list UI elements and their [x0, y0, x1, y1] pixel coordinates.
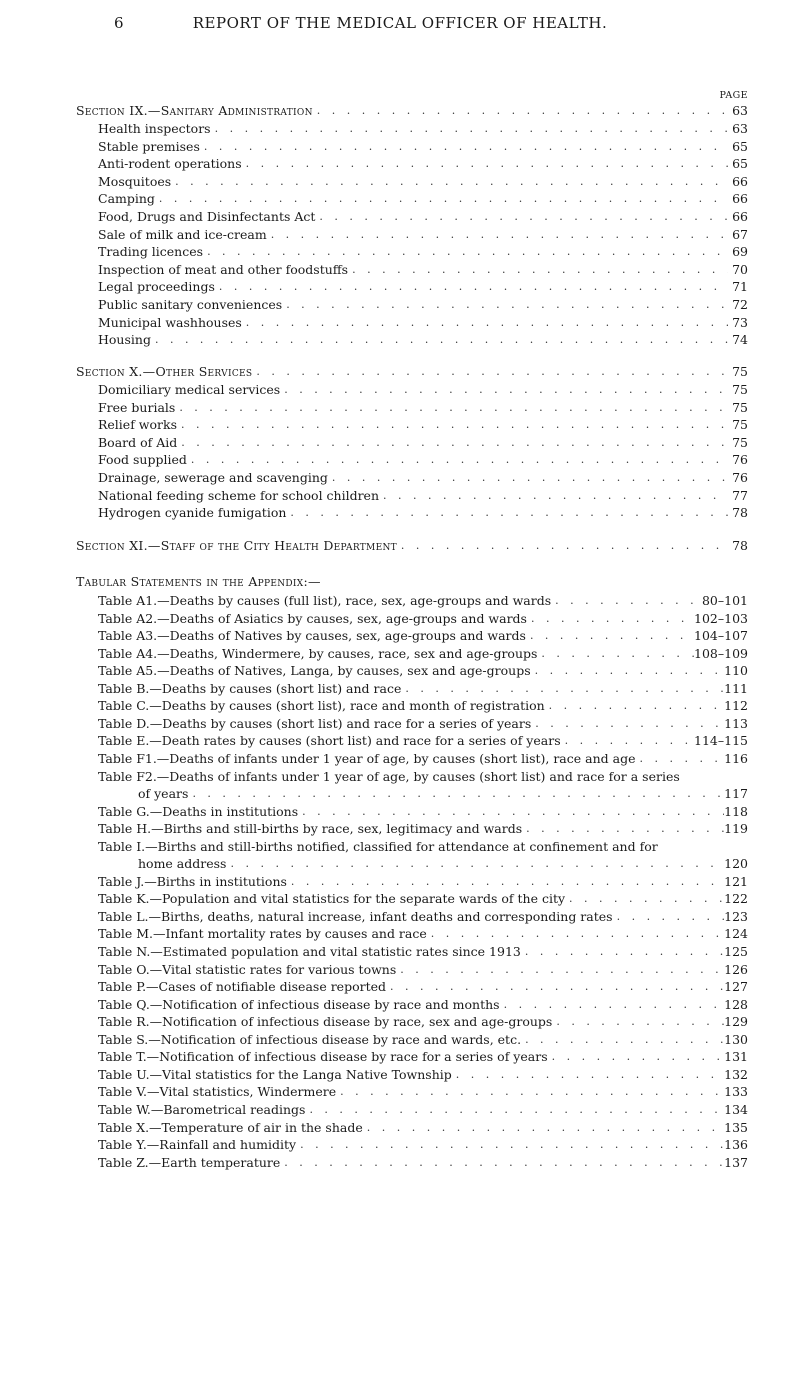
dot-leader	[527, 611, 694, 627]
toc-entry	[76, 381, 748, 398]
table-entry-page: 116	[724, 750, 748, 766]
toc-entry-page: 75	[732, 382, 748, 397]
toc-entry-label: Drainage, sewerage and scavenging	[98, 470, 328, 485]
table-entry-label: Table A5.—Deaths of Natives, Langa, by causes, sex and age-groups	[98, 663, 531, 679]
table-entry-page: 120	[724, 856, 748, 872]
table-entry-label: Table A1.—Deaths by causes (full list), race, sex, age-groups and wards	[98, 593, 552, 608]
toc-entry-page: 66	[732, 173, 748, 189]
toc-entry-label: Free burials	[98, 399, 176, 415]
toc-entry-label: Inspection of meat and other foodstuffs	[98, 261, 349, 277]
toc-entry-page: 76	[732, 470, 748, 485]
table-entry-page: 136	[724, 1137, 748, 1153]
toc-entry	[76, 331, 748, 348]
table-entry-label: Table E.—Death rates by causes (short list) and race for a series of years	[98, 733, 561, 749]
table-entry	[76, 996, 748, 1013]
toc-entry	[76, 434, 748, 451]
dot-leader	[521, 944, 724, 960]
table-entry-label: Table A3.—Deaths of Natives by causes, sex, age-groups and wards	[98, 628, 526, 644]
table-entry-label: Table Z.—Earth temperature	[98, 1154, 281, 1170]
dot-leader	[545, 698, 724, 714]
table-entry-label: Table Q.—Notification of infectious disease by race and months	[98, 996, 500, 1012]
dot-leader	[305, 1102, 724, 1118]
dot-leader	[531, 716, 724, 732]
dot-leader	[401, 681, 724, 697]
toc-entry-label: Stable premises	[98, 138, 200, 154]
toc-entry-page: 67	[732, 226, 748, 242]
table-entry	[76, 1048, 748, 1065]
table-entry	[76, 855, 748, 872]
table-entry-label: Table S.—Notification of infectious disease by race and wards, etc.	[98, 1031, 522, 1047]
table-entry-page: 135	[724, 1119, 748, 1135]
table-entry-page: 113	[724, 715, 748, 731]
table-entry-label: Table F1.—Deaths of infants under 1 year of age, by causes (short list), race and age	[98, 750, 636, 766]
dot-leader	[280, 382, 728, 398]
section-ix-heading-label: Section IX.—Sanitary Administration	[76, 103, 313, 118]
table-entry-page: 137	[724, 1154, 748, 1170]
dot-leader	[282, 297, 728, 313]
section-x-heading-page: 75	[732, 364, 748, 379]
toc-entry-label: Camping	[98, 191, 155, 207]
toc-entry	[76, 208, 748, 225]
table-entry	[76, 732, 748, 749]
table-entry	[76, 890, 748, 907]
toc-entry-page: 75	[732, 417, 748, 433]
dot-leader	[188, 786, 724, 802]
table-entry	[76, 925, 748, 942]
table-entry-label: Table L.—Births, deaths, natural increase, infant deaths and corresponding rates	[98, 908, 613, 924]
table-entry	[76, 820, 748, 837]
table-entry-label: Table G.—Deaths in institutions	[98, 803, 299, 819]
table-entry-label: Table W.—Barometrical readings	[98, 1101, 306, 1117]
dot-leader	[336, 1084, 724, 1100]
toc-entry-page: 75	[732, 434, 748, 450]
toc-entry	[76, 416, 748, 433]
toc-entry-label: Trading licences	[98, 244, 204, 260]
dot-leader	[551, 593, 702, 609]
table-entry	[76, 838, 748, 855]
dot-leader	[521, 1032, 724, 1048]
dot-leader	[252, 364, 728, 380]
dot-leader	[280, 1155, 724, 1171]
toc-entry	[76, 138, 748, 155]
section-xi-heading-page: 78	[732, 538, 748, 553]
toc-entry-label: National feeding scheme for school children	[98, 487, 380, 503]
dot-leader	[200, 139, 728, 155]
toc-entry	[76, 469, 748, 486]
table-entry-page: 110	[724, 663, 748, 679]
table-entry-label: Table Y.—Rainfall and humidity	[98, 1137, 297, 1153]
dot-leader	[561, 733, 694, 749]
dot-leader	[151, 332, 728, 348]
toc-entry-page: 66	[732, 191, 748, 207]
toc-entry	[76, 190, 748, 207]
table-entry-label: Table U.—Vital statistics for the Langa Native Township	[98, 1066, 452, 1082]
dot-leader	[396, 962, 724, 978]
toc-entry-label: Public sanitary conveniences	[98, 297, 283, 312]
dot-leader	[242, 315, 728, 331]
toc-entry-label: Health inspectors	[98, 121, 211, 136]
table-entry	[76, 1119, 748, 1136]
table-entry-page: 118	[724, 803, 748, 819]
table-entry	[76, 697, 748, 714]
table-entry-page: 80–101	[701, 593, 748, 608]
table-entry-label: Table K.—Population and vital statistics for the separate wards of the city	[98, 891, 566, 907]
toc-entry	[76, 243, 748, 260]
dot-leader	[328, 470, 728, 486]
table-entry	[76, 908, 748, 925]
dot-leader	[531, 663, 725, 679]
dot-leader	[298, 804, 724, 820]
table-entry-page: 119	[724, 821, 748, 837]
table-entry	[76, 1154, 748, 1171]
table-entry-label: Table R.—Notification of infectious disease by race, sex and age-groups	[98, 1014, 553, 1030]
toc-entry	[76, 155, 748, 172]
table-entry	[76, 803, 748, 820]
table-entry-page: 131	[724, 1049, 748, 1065]
table-entry-label: Table V.—Vital statistics, Windermere	[98, 1084, 337, 1100]
toc-entry-page: 77	[732, 487, 748, 503]
toc-entry	[76, 261, 748, 278]
dot-leader	[155, 191, 728, 207]
table-entry-page: 117	[724, 786, 748, 802]
toc-entry-label: Anti-rodent operations	[98, 156, 242, 172]
table-entry-page: 122	[724, 891, 748, 907]
toc-entry-page: 74	[732, 332, 748, 348]
table-entry	[76, 768, 748, 785]
section-xi-heading-label: Section XI.—Staff of the City Health Department	[76, 538, 397, 553]
table-entry-page: 134	[724, 1101, 748, 1117]
dot-leader	[175, 400, 728, 416]
table-entry-page: 121	[724, 873, 748, 889]
table-entry-page: 125	[724, 944, 748, 959]
toc-entry-label: Housing	[98, 332, 151, 348]
table-entry	[76, 592, 748, 609]
toc-entry-page: 73	[732, 314, 748, 330]
dot-leader	[177, 435, 728, 451]
toc-entry-label: Relief works	[98, 417, 177, 433]
toc-entry-label: Food, Drugs and Disinfectants Act	[98, 209, 316, 224]
dot-leader	[287, 874, 724, 890]
toc-entry-page: 76	[732, 452, 748, 468]
dot-leader	[613, 909, 725, 925]
table-entry-page: 127	[724, 979, 748, 995]
table-entry-page: 102–103	[694, 610, 748, 626]
toc-entry-label: Board of Aid	[98, 434, 178, 450]
dot-leader	[267, 227, 728, 243]
dot-leader	[296, 1137, 724, 1153]
dot-leader	[187, 452, 728, 468]
section-ix-heading	[76, 102, 748, 119]
dot-leader	[226, 856, 724, 872]
page-header	[0, 14, 800, 38]
dot-leader	[522, 821, 724, 837]
toc-entry	[76, 278, 748, 295]
table-entry	[76, 1083, 748, 1100]
section-xi-heading	[76, 537, 748, 554]
dot-leader	[315, 209, 728, 225]
toc-entry-page: 72	[732, 297, 748, 312]
table-entry-label: home address	[138, 856, 227, 872]
toc-entry	[76, 451, 748, 468]
dot-leader	[348, 262, 728, 278]
dot-leader	[500, 997, 725, 1013]
table-entry-page: 111	[724, 680, 748, 696]
table-entry	[76, 1066, 748, 1083]
toc-entry-page: 65	[732, 138, 748, 154]
toc-entry-page: 65	[732, 156, 748, 172]
toc-entry-page: 71	[732, 279, 748, 295]
tabular-heading	[76, 573, 748, 590]
dot-leader	[635, 751, 724, 767]
table-entry	[76, 645, 748, 662]
tabular-heading-label: Tabular Statements in the Appendix:—	[76, 574, 321, 589]
toc-entry-page: 63	[732, 121, 748, 136]
dot-leader	[452, 1067, 724, 1083]
page-number: 6	[114, 14, 124, 32]
table-entry-label: Table P.—Cases of notifiable disease reported	[98, 979, 386, 995]
dot-leader	[565, 891, 724, 907]
page-column-label: PAGE	[719, 90, 748, 101]
table-entry	[76, 1031, 748, 1048]
table-entry	[76, 680, 748, 697]
table-entry	[76, 785, 748, 802]
table-entry	[76, 943, 748, 960]
dot-leader	[286, 505, 728, 521]
table-entry-label: Table C.—Deaths by causes (short list), race and month of registration	[98, 698, 545, 714]
toc-entry-page: 78	[732, 505, 748, 521]
toc-entry	[76, 120, 748, 137]
toc-entry	[76, 226, 748, 243]
toc-entry-page: 75	[732, 399, 748, 415]
table-entry-label: Table B.—Deaths by causes (short list) and race	[98, 680, 402, 696]
toc-entry-label: Domiciliary medical services	[98, 382, 281, 397]
table-entry	[76, 610, 748, 627]
table-entry	[76, 715, 748, 732]
dot-leader	[363, 1120, 724, 1136]
table-entry-page: 130	[724, 1031, 748, 1047]
table-entry-label: Table T.—Notification of infectious disease by race for a series of years	[98, 1049, 548, 1065]
toc-entry	[76, 399, 748, 416]
table-entry	[76, 1101, 748, 1118]
dot-leader	[203, 244, 728, 260]
dot-leader	[526, 628, 694, 644]
toc-entry-page: 70	[732, 261, 748, 277]
table-entry-page: 129	[724, 1014, 748, 1030]
running-title: REPORT OF THE MEDICAL OFFICER OF HEALTH.	[192, 14, 608, 32]
table-entry-label: Table N.—Estimated population and vital statistic rates since 1913	[98, 944, 521, 959]
dot-leader	[379, 488, 728, 504]
toc-entry-page: 66	[732, 209, 748, 224]
table-entry-page: 114–115	[694, 733, 748, 749]
toc-entry-label: Sale of milk and ice-cream	[98, 226, 267, 242]
toc-entry-label: Mosquitoes	[98, 173, 172, 189]
table-entry-page: 132	[724, 1066, 748, 1082]
table-entry-label: Table O.—Vital statistic rates for various towns	[98, 961, 397, 977]
table-entry	[76, 1013, 748, 1030]
toc-entry	[76, 314, 748, 331]
dot-leader	[171, 174, 728, 190]
table-entry-page: 112	[724, 698, 748, 714]
table-entry	[76, 750, 748, 767]
table-entry-page: 128	[724, 996, 748, 1012]
table-entry-label: Table J.—Births in institutions	[98, 873, 287, 889]
table-entry-label: of years	[138, 786, 189, 802]
table-entry-label: Table H.—Births and still-births by race, sex, legitimacy and wards	[98, 821, 523, 837]
table-entry-label: Table F2.—Deaths of infants under 1 year of age, by causes (short list) and race for a series	[98, 768, 680, 784]
toc-entry	[76, 173, 748, 190]
table-entry-page: 133	[724, 1084, 748, 1100]
table-entry-page: 126	[724, 961, 748, 977]
table-entry-label: Table M.—Infant mortality rates by causes and race	[98, 926, 427, 942]
table-entry-page: 123	[724, 908, 748, 924]
table-entry	[76, 1136, 748, 1153]
table-entry-label: Table X.—Temperature of air in the shade	[98, 1119, 363, 1135]
table-entry-page: 124	[724, 926, 748, 942]
dot-leader	[548, 1049, 725, 1065]
dot-leader	[427, 926, 724, 942]
dot-leader	[313, 103, 728, 119]
dot-leader	[242, 156, 728, 172]
toc-entry-label: Hydrogen cyanide fumigation	[98, 505, 287, 521]
table-entry-label: Table D.—Deaths by causes (short list) and race for a series of years	[98, 715, 532, 731]
section-ix-heading-page: 63	[732, 103, 748, 118]
toc-entry	[76, 487, 748, 504]
dot-leader	[552, 1014, 724, 1030]
dot-leader	[537, 646, 694, 662]
dot-leader	[211, 121, 728, 137]
table-entry	[76, 873, 748, 890]
section-x-heading-label: Section X.—Other Services	[76, 364, 253, 379]
table-entry-page: 108–109	[694, 645, 748, 661]
table-entry	[76, 978, 748, 995]
dot-leader	[397, 538, 728, 554]
toc-entry-label: Legal proceedings	[98, 279, 215, 295]
toc-entry-page: 69	[732, 244, 748, 260]
dot-leader	[386, 979, 724, 995]
toc-entry	[76, 504, 748, 521]
toc-entry-label: Municipal washhouses	[98, 314, 242, 330]
toc-entry	[76, 296, 748, 313]
table-entry-label: Table A2.—Deaths of Asiatics by causes, sex, age-groups and wards	[98, 610, 527, 626]
section-x-heading	[76, 363, 748, 380]
toc-entry-label: Food supplied	[98, 452, 187, 468]
dot-leader	[177, 417, 728, 433]
table-entry-label: Table A4.—Deaths, Windermere, by causes, race, sex and age-groups	[98, 645, 538, 661]
table-entry-label: Table I.—Births and still-births notified, classified for attendance at confinement and for	[98, 838, 658, 854]
table-entry-page: 104–107	[694, 628, 748, 644]
table-entry	[76, 662, 748, 679]
dot-leader	[215, 279, 728, 295]
table-entry	[76, 961, 748, 978]
table-entry	[76, 627, 748, 644]
